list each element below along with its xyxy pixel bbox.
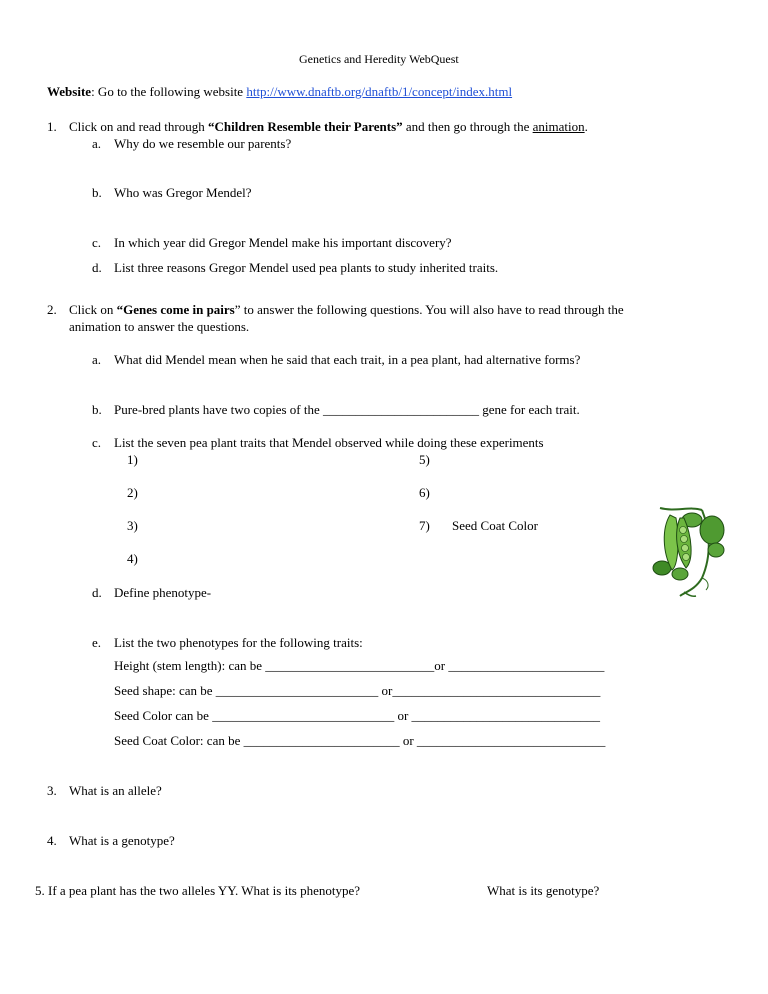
- q5-text2: What is its genotype?: [487, 883, 600, 898]
- q4-text: What is a genotype?: [69, 833, 175, 848]
- phenotype-line-height: Height (stem length): can be __________________________or ________________________: [114, 658, 605, 673]
- q2c-letter: c.: [92, 435, 102, 450]
- phenotype-line-seed-shape: Seed shape: can be _________________________ or________________________________: [114, 683, 601, 698]
- trait-item-2: 2): [127, 485, 138, 500]
- phenotype-line-seed-color: Seed Color can be ____________________________ or _____________________________: [114, 708, 601, 723]
- q2c-text: List the seven pea plant traits that Mendel observed while doing these experiments: [114, 435, 544, 450]
- q1-number: 1.: [47, 119, 57, 134]
- q1-mid: and then go through the: [402, 119, 533, 134]
- q1-animation-link: animation: [532, 119, 585, 134]
- website-link[interactable]: http://www.dnaftb.org/dnaftb/1/concept/index.html: [246, 84, 513, 99]
- q1b-text: Who was Gregor Mendel?: [114, 185, 252, 200]
- website-text: : Go to the following website: [91, 84, 247, 99]
- q1b-letter: b.: [92, 185, 102, 200]
- phenotype-line-seed-coat-color: Seed Coat Color: can be ________________________ or _____________________________: [114, 733, 606, 748]
- q1c-text: In which year did Gregor Mendel make his important discovery?: [114, 235, 452, 250]
- website-line: [47, 84, 512, 100]
- q1-post: .: [584, 119, 588, 134]
- q1d-letter: d.: [92, 260, 102, 275]
- q1c-letter: c.: [92, 235, 102, 250]
- page-title: Genetics and Heredity WebQuest: [299, 52, 459, 66]
- q1d-text: List three reasons Gregor Mendel used pea plants to study inherited traits.: [114, 260, 499, 275]
- q1a-text: Why do we resemble our parents?: [114, 136, 292, 151]
- q2-line2: animation to answer the questions.: [69, 319, 250, 334]
- q5-text: 5. If a pea plant has the two alleles YY. What is its phenotype?: [35, 883, 361, 898]
- q2-line1-post: ” to answer the following questions. You will also have to read through the: [234, 302, 624, 317]
- trait-item-5: 5): [419, 452, 430, 467]
- q1-bold: “Children Resemble their Parents”: [208, 119, 403, 134]
- trait-item-3: 3): [127, 518, 138, 533]
- trait-item-7: 7): [419, 518, 430, 533]
- q1a-letter: a.: [92, 136, 102, 151]
- website-label: Website: [47, 84, 92, 99]
- q2e-text: List the two phenotypes for the following traits:: [114, 635, 363, 650]
- q2-bold: “Genes come in pairs: [116, 302, 235, 317]
- q4-number: 4.: [47, 833, 57, 848]
- q2-number: 2.: [47, 302, 57, 317]
- trait-item-1: 1): [127, 452, 138, 467]
- trait-item-4: 4): [127, 551, 138, 566]
- q3-text: What is an allele?: [69, 783, 162, 798]
- q2a-text: What did Mendel mean when he said that each trait, in a pea plant, had alternative forms?: [114, 352, 581, 367]
- q1-text: [69, 119, 588, 135]
- q1-pre: Click on and read through: [69, 119, 208, 134]
- q2b-text: Pure-bred plants have two copies of the ________________________ gene for each trait.: [114, 402, 580, 417]
- q2a-letter: a.: [92, 352, 102, 367]
- q3-number: 3.: [47, 783, 57, 798]
- trait-item-7-answer: Seed Coat Color: [452, 518, 538, 533]
- q2e-letter: e.: [92, 635, 102, 650]
- q2d-letter: d.: [92, 585, 102, 600]
- q2d-text: Define phenotype-: [114, 585, 212, 600]
- q2b-letter: b.: [92, 402, 102, 417]
- pea-plant-image: [640, 500, 730, 600]
- trait-item-6: 6): [419, 485, 430, 500]
- q2-pre: Click on: [69, 302, 117, 317]
- q2-line1: [69, 302, 624, 318]
